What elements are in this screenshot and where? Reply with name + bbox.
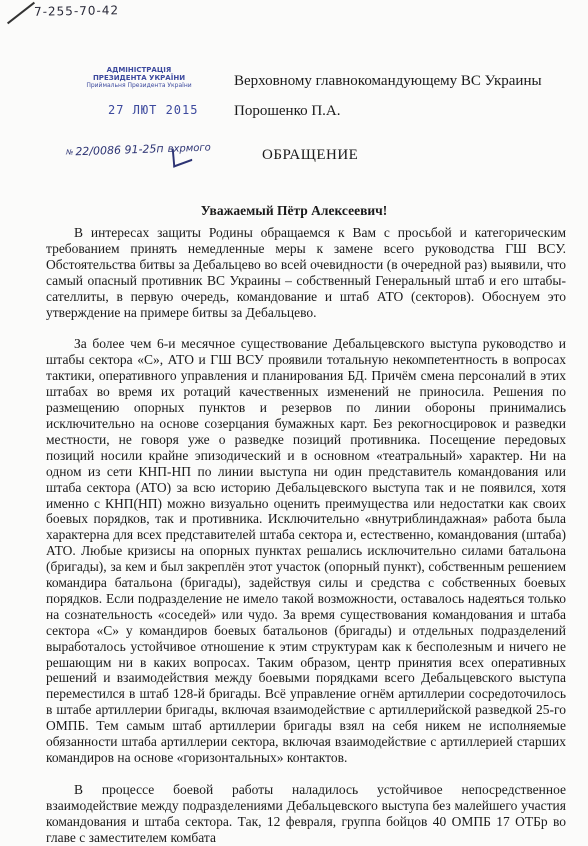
paragraph: В интересах защиты Родины обращаемся к Вам с просьбой и категорическим требованием принять немедленные меры к замене всего руководства ГШ ВСУ. Обстоятельства битвы за Дебальцево во всей очевидности (в очередной раз) выявили, что самый опасный противник ВС Украины – собственный Генеральный штаб и его штабы-сателлиты, в первую очередь, командование и штаб АТО (секторов). Обоснуем это утверждение на примере битвы за Дебальцево. bbox=[46, 225, 566, 320]
registration-value: 22/0086 91-25п bbox=[75, 142, 164, 159]
registration-signature: вхрмого bbox=[167, 142, 212, 155]
handwritten-number: 7-255-70-42 bbox=[33, 3, 120, 19]
document-title: ОБРАЩЕНИЕ bbox=[262, 147, 359, 163]
addressee-line-2: Порошенко П.А. bbox=[234, 103, 341, 119]
addressee-block bbox=[234, 66, 542, 126]
paragraph: В процессе боевой работы наладилось устойчивое непосредственное взаимодействие между подразделениями Дебальцевского выступа без малейшего участия командования и штаба сектора. Так, 12 февраля, группа бойцов 40 ОМПБ 17 ОТБр во главе с заместителем комбата bbox=[46, 781, 566, 845]
salutation: Уважаемый Пётр Алексеевич! bbox=[200, 203, 388, 218]
stamp-line-3: Приймальня Президента України bbox=[86, 82, 192, 89]
addressee-line-1: Верховному главнокомандующему ВС Украины bbox=[234, 73, 542, 89]
paragraph: За более чем 6-и месячное существование Дебальцевского выступа руководство и штабы сектора «С», АТО и ГШ ВСУ проявили тотальную некомпетентность в вопросах тактики, оперативного управления и планирования БД. Причём смена персоналий в этих штабах во время их ротаций качественных изменений не приносила. Решения по размещению опорных пунктов и резервов по линии обороны принимались исключительно на основе созерцания бумажных карт. Без рекогносцировок и разведки местности, не говоря уже о разведке позиций противника. Посещение передовых позиций носили крайне эпизодический и в основном «театральный» характер. Ни на одном из сети КНП-НП по линии выступа ни один представитель командования или штаба сектора (АТО) за всю историю Дебальцевского выступа так и не появился, хотя именно с КНП(НП) можно визуально оценить преимущества или недостатки как своих боевых порядков, так и противника. Исключительно «внутриблиндажная» работа была характерна для всех представителей штаба сектора и, естественно, командования (штаба) АТО. Любые кризисы на опорных пунктах решались исключительно силами батальона (бригады), за кем и был закреплён этот участок (опорный пункт), собственным решением командира батальона (бригады), задействуя силы и средства с собственных боевых порядков. Если подразделение не имело такой возможности, оставалось надеяться только на сознательность «соседей» или чудо. За время существования командования и штаба сектора «С» у командиров боевых батальонов (бригады) и отдельных подразделений выработалось устойчивое отношение к этим структурам как к бесполезным и ничего не решающим ни в каких вопросах. Таким образом, центр принятия всех оперативных решений и взаимодействия между боевыми порядками всего Дебальцевского выступа переместился в штаб 128-й бригады. Всё управление огнём артиллерии сосредоточилось в штабе артиллерии бригады, включая взаимодействие с артиллерийской разведкой 25-го ОМПБ. Тем самым штаб артиллерии бригады взял на себя никем не исполняемые обязанности штаба артиллерии сектора, включая взаимодействие с артиллерией старших командиров на основе «горизонтальных» контактов. bbox=[46, 336, 566, 765]
stamp-date: 27 ЛЮТ 2015 bbox=[108, 103, 199, 117]
number-sign: № bbox=[65, 148, 74, 157]
administration-stamp bbox=[80, 66, 198, 90]
stamp-line-1: АДМІНІСТРАЦІЯ bbox=[106, 66, 172, 74]
document-body bbox=[46, 225, 566, 846]
handwritten-slash bbox=[7, 2, 35, 25]
stamp-line-2: ПРЕЗИДЕНТА УКРАЇНИ bbox=[92, 74, 186, 82]
